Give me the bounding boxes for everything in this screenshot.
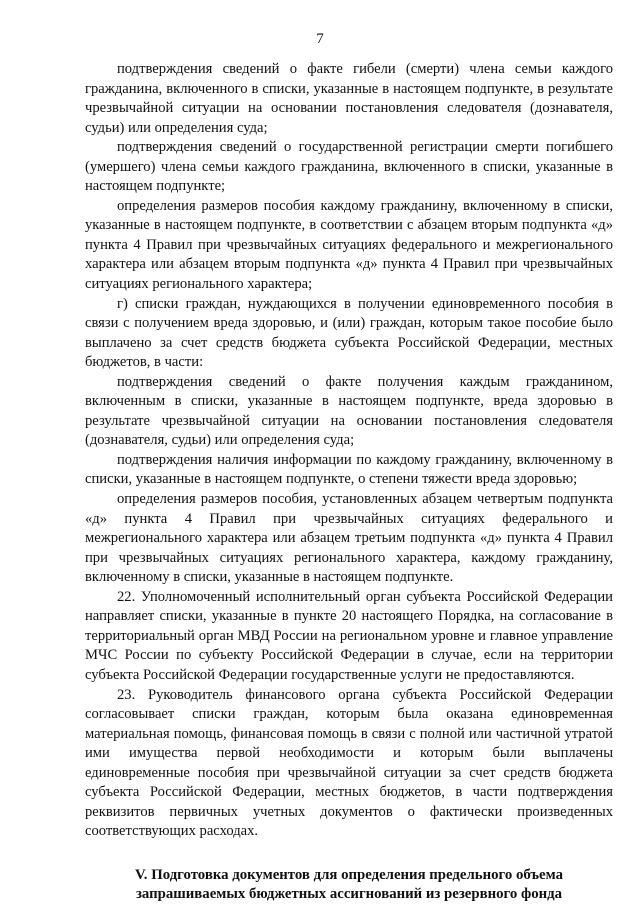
section-heading	[85, 866, 613, 905]
section-heading-line-2: запрашиваемых бюджетных ассигнований из резервного фонда	[135, 886, 563, 903]
paragraph-harm-severity: подтверждения наличия информации по каждому гражданину, включенному в списки, указанные в настоящем подпункте, о степени тяжести вреда здоровью;	[85, 451, 613, 488]
paragraph-allowance-size: определения размеров пособия каждому гражданину, включенному в списки, указанные в настоящем подпункте, в соответствии с абзацем вторым подпункта «д» пункта 4 Правил при чрезвычайных ситуациях федерального и межрегионального характера или абзацем вторым подпункта «д» пункта 4 Правил при чрезвычайных ситуациях регионального характера;	[85, 197, 613, 293]
paragraph-harm-allowance-size: определения размеров пособия, установленных абзацем четвертым подпункта «д» пункта 4 Правил при чрезвычайных ситуациях федерального и межрегионального характера или абзацем третьим подпункта «д» пункта 4 Правил при чрезвычайных ситуациях регионального характера, каждому гражданину, включенному в списки, указанные в настоящем подпункте.	[85, 491, 613, 586]
document-body	[85, 60, 613, 905]
paragraph-item-g: г) списки граждан, нуждающихся в получении единовременного пособия в связи с получением вреда здоровью, и (или) граждан, которым такое пособие было выплачено за счет средств бюджета субъекта Российской Федерации, местных бюджетов, в части:	[85, 295, 613, 371]
paragraph-death-confirmation: подтверждения сведений о факте гибели (смерти) члена семьи каждого гражданина, включенного в списки, указанные в настоящем подпункте, в результате чрезвычайной ситуации на основании постановления следователя (дознавателя, судьи) или определения суда;	[85, 61, 613, 136]
paragraph-harm-confirmation: подтверждения сведений о факте получения каждым гражданином, включенным в списки, указанные в настоящем подпункте, вреда здоровью в результате чрезвычайной ситуации на основании постановления следователя (дознавателя, судьи) или определения суда;	[85, 373, 613, 449]
section-heading-line-1: V. Подготовка документов для определения предельного объема	[135, 866, 563, 883]
paragraph-item-23: 23. Руководитель финансового органа субъекта Российской Федерации согласовывает списки граждан, которым была оказана единовременная материальная помощь, финансовая помощь в связи с полной или частичной утратой ими имущества первой необходимости и которым были выплачены единовременные пособия при чрезвычайной ситуации за счет средств бюджета субъекта Российской Федерации, местных бюджетов, в части подтверждения реквизитов первичных учетных документов о фактически произведенных соответствующих расходах.	[85, 686, 613, 840]
paragraph-item-22: 22. Уполномоченный исполнительный орган субъекта Российской Федерации направляет списки, указанные в пункте 20 настоящего Порядка, на согласование в территориальный орган МВД России на региональном уровне и главное управление МЧС России по субъекту Российской Федерации в случае, если на территории субъекта Российской Федерации государственные услуги не предоставляются.	[85, 588, 613, 683]
page-number: 7	[316, 31, 324, 47]
paragraph-death-registration: подтверждения сведений о государственной регистрации смерти погибшего (умершего) члена семьи каждого гражданина, включенного в списки, указанные в настоящем подпункте;	[85, 139, 613, 195]
